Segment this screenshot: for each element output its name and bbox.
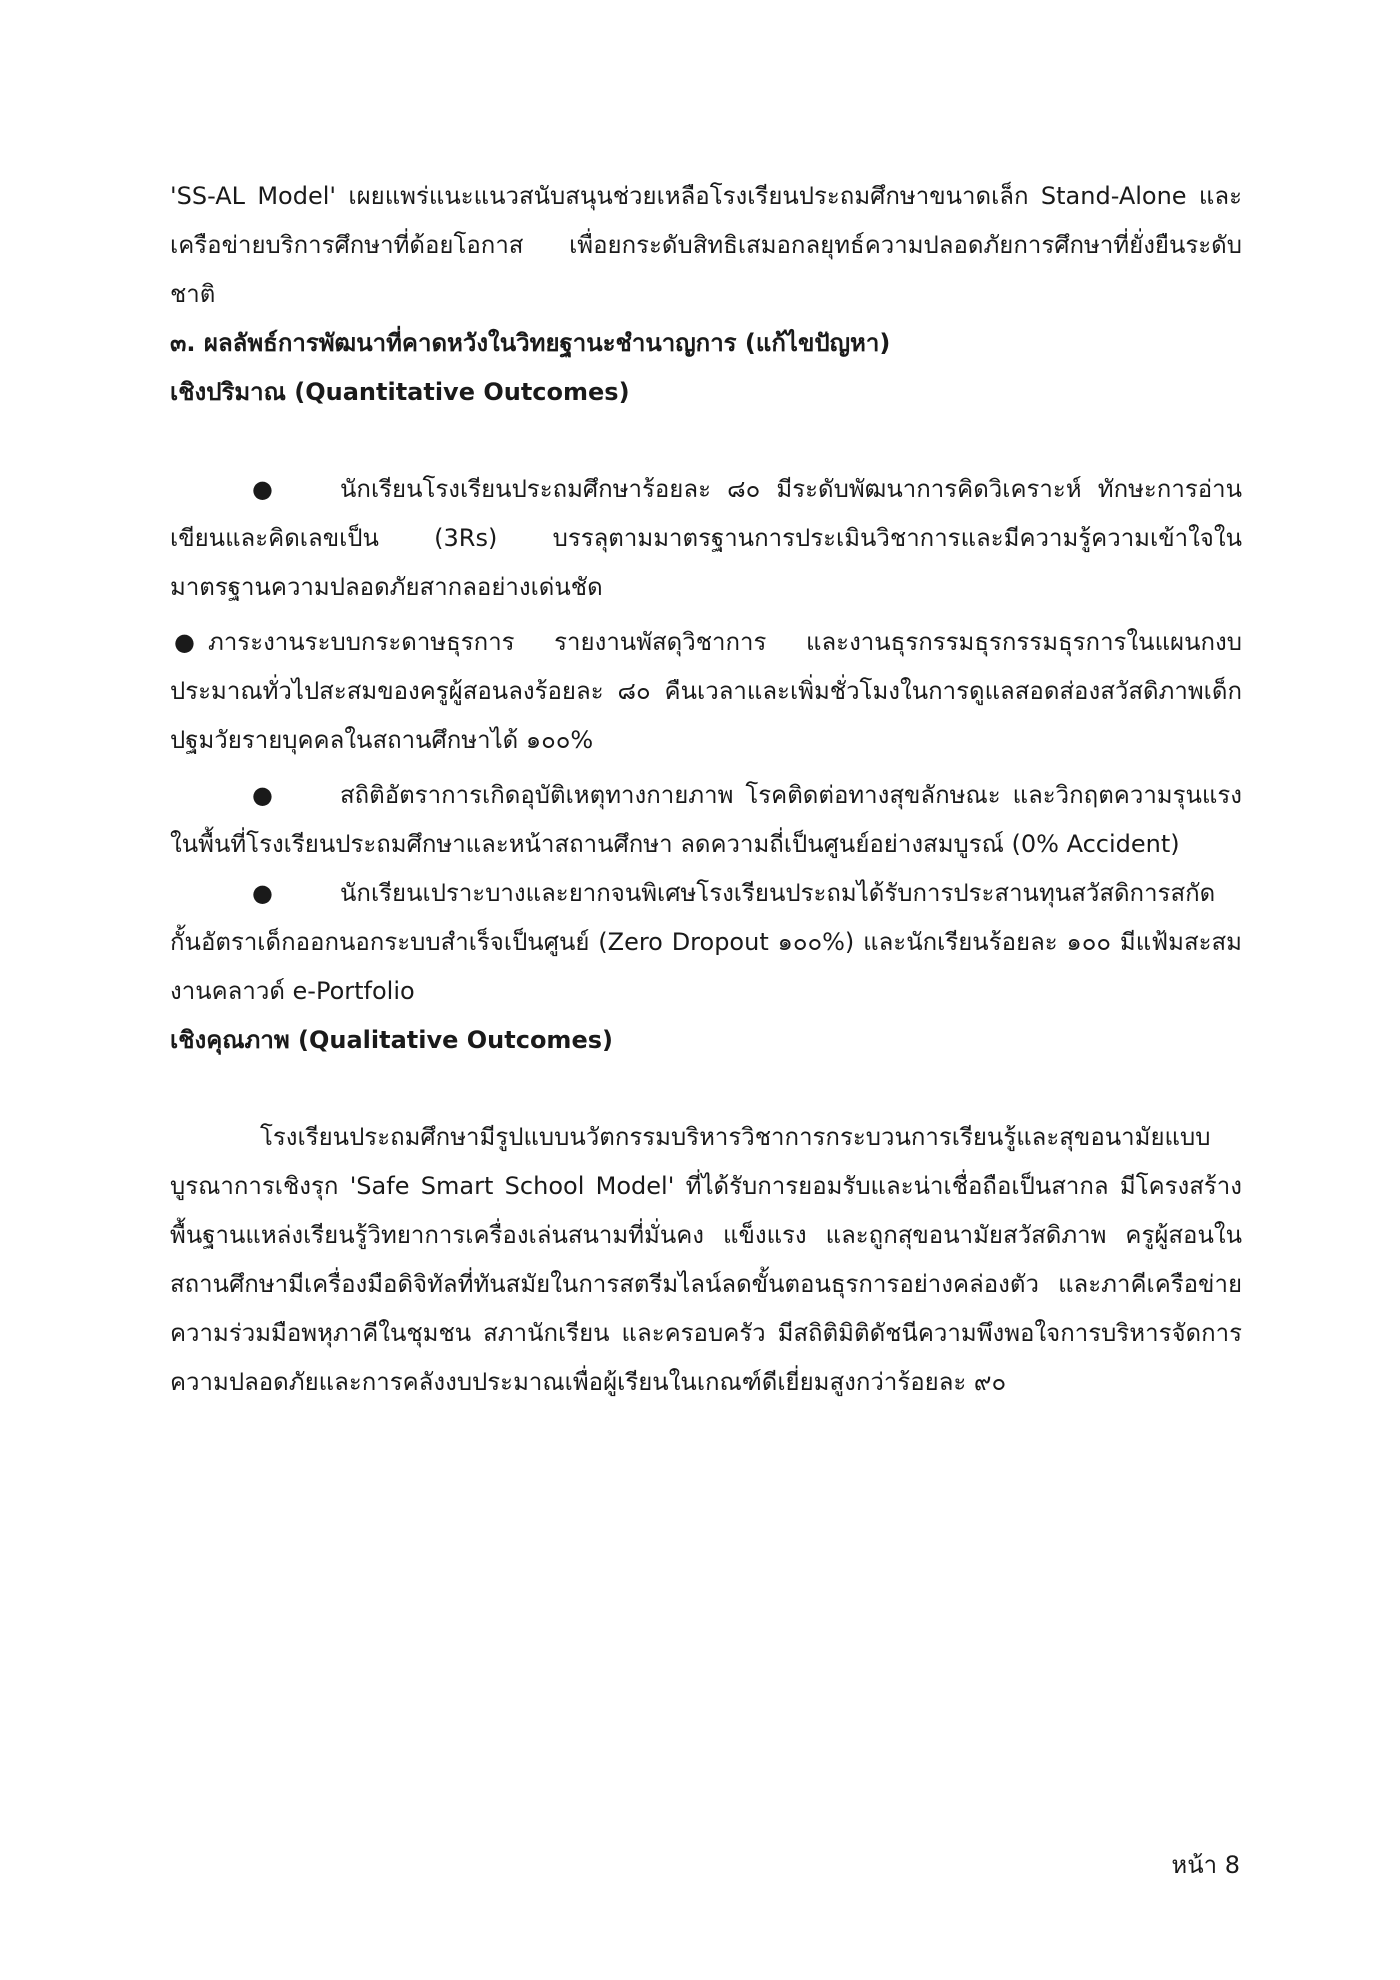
intro-paragraph: 'SS-AL Model' เผยแพร่แนะแนวสนับสนุนช่วยเหลือโรงเรียนประถมศึกษาขนาดเล็ก Stand-Alone และเครือข่ายบริการศึกษาที่ด้อยโอกาส เพื่อยกระดับสิทธิเสมอกลยุทธ์ความปลอดภัยการศึกษาที่ยั่งยืนระดับชาติ — [170, 182, 1242, 308]
bullet-icon: ● — [174, 628, 195, 656]
quantitative-item-4-text: นักเรียนเปราะบางและยากจนพิเศษโรงเรียนประถมได้รับการประสานทุนสวัสดิการสกัดกั้นอัตราเด็กออกนอกระบบสำเร็จเป็นศูนย์ (Zero Dropout ๑๐๐%) และนักเรียนร้อยละ ๑๐๐ มีแฟ้มสะสมงานคลาวด์ e-Portfolio — [170, 879, 1242, 1005]
section-heading: ๓. ผลลัพธ์การพัฒนาที่คาดหวังในวิทยฐานะชำนาญการ (แก้ไขปัญหา) — [170, 329, 891, 357]
qualitative-paragraph: โรงเรียนประถมศึกษามีรูปแบบนวัตกรรมบริหารวิชาการกระบวนการเรียนรู้และสุขอนามัยแบบบูรณาการเชิงรุก 'Safe Smart School Model' ที่ได้รับการยอมรับและน่าเชื่อถือเป็นสากล มีโครงสร้างพื้นฐานแหล่งเรียนรู้วิทยาการเครื่องเล่นสนามที่มั่นคง แข็งแรง และถูกสุขอนามัยสวัสดิภาพ ครูผู้สอนในสถานศึกษามีเครื่องมือดิจิทัลที่ทันสมัยในการสตรีมไลน์ลดขั้นตอนธุรการอย่างคล่องตัว และภาคีเครือข่ายความร่วมมือพหุภาคีในชุมชน สภานักเรียน และครอบครัว มีสถิติมิติดัชนีความพึงพอใจการบริหารจัดการความปลอดภัยและการคลังงบประมาณเพื่อผู้เรียนในเกณฑ์ดีเยี่ยมสูงกว่าร้อยละ ๙๐ — [170, 1123, 1242, 1396]
qualitative-heading: เชิงคุณภาพ (Qualitative Outcomes) — [170, 1026, 613, 1054]
bullet-icon: ● — [252, 879, 273, 907]
bullet-icon: ● — [252, 781, 273, 809]
spacer — [170, 1065, 1242, 1113]
quantitative-item-4 — [170, 869, 1242, 1016]
quantitative-item-3-text: สถิติอัตราการเกิดอุบัติเหตุทางกายภาพ โรคติดต่อทางสุขลักษณะ และวิกฤตความรุนแรงในพื้นที่โรงเรียนประถมศึกษาและหน้าสถานศึกษา ลดความถี่เป็นศูนย์อย่างสมบูรณ์ (0% Accident) — [170, 781, 1242, 858]
quantitative-heading: เชิงปริมาณ (Quantitative Outcomes) — [170, 378, 630, 406]
page-number: หน้า 8 — [1171, 1851, 1240, 1879]
quantitative-item-2-text: ภาระงานระบบกระดาษธุรการ รายงานพัสดุวิชาการ และงานธุรกรรมธุรกรรมธุรการในแผนกงบประมาณทั่วไปสะสมของครูผู้สอนลงร้อยละ ๘๐ คืนเวลาและเพิ่มชั่วโมงในการดูแลสอดส่องสวัสดิภาพเด็กปฐมวัยรายบุคคลในสถานศึกษาได้ ๑๐๐% — [170, 628, 1242, 754]
spacer — [170, 417, 1242, 465]
quantitative-item-1 — [170, 465, 1242, 612]
quantitative-item-2 — [170, 618, 1242, 765]
bullet-icon: ● — [252, 475, 273, 503]
document-body — [170, 172, 1242, 1407]
quantitative-item-3 — [170, 771, 1242, 869]
quantitative-item-1-text: นักเรียนโรงเรียนประถมศึกษาร้อยละ ๘๐ มีระดับพัฒนาการคิดวิเคราะห์ ทักษะการอ่านเขียนและคิดเลขเป็น (3Rs) บรรลุตามมาตรฐานการประเมินวิชาการและมีความรู้ความเข้าใจในมาตรฐานความปลอดภัยสากลอย่างเด่นชัด — [170, 475, 1242, 601]
